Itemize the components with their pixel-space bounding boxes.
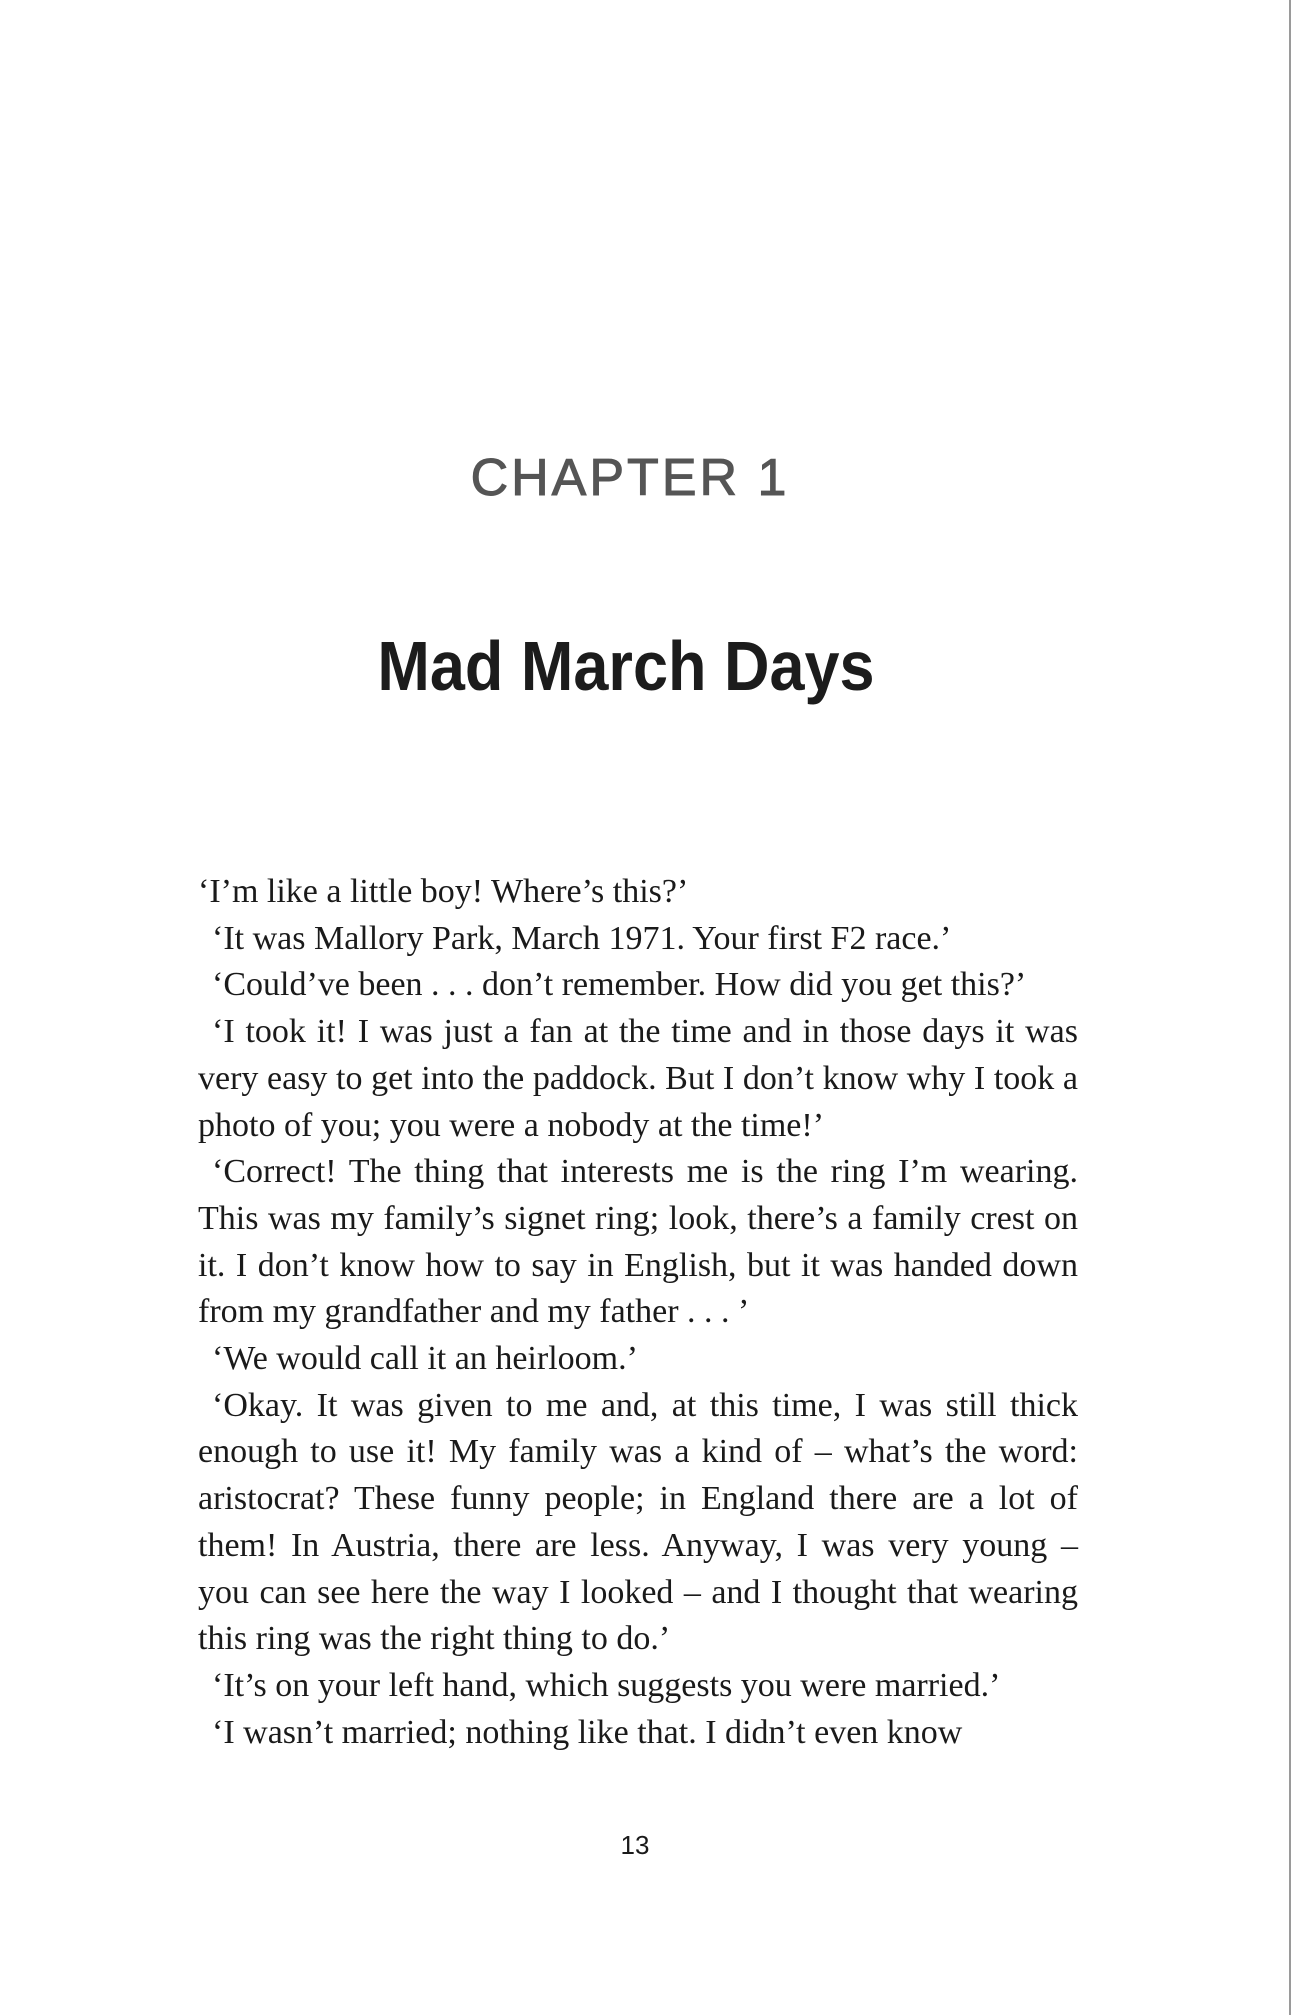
chapter-body [198, 869, 1078, 1756]
paragraph: ‘Okay. It was given to me and, at this time, I was still thick enough to use it! My family was a kind of – what’s the word: aristocrat? These funny people; in England there are a lot of them! In Austria, there are less. Anyway, I was very young – you can see here the way I looked – and I thought that wearing this ring was the right thing to do.’ [198, 1386, 1078, 1658]
chapter-title: Mad March Days [377, 627, 875, 705]
paragraph: ‘Could’ve been . . . don’t remember. How did you get this?’ [212, 966, 1027, 1004]
paragraph: ‘I wasn’t married; nothing like that. I didn’t even know [212, 1713, 963, 1751]
paragraph: ‘I took it! I was just a fan at the time and in those days it was very easy to get into the paddock. But I don’t know why I took a photo of you; you were a nobody at the time!’ [198, 1013, 1078, 1144]
paragraph: ‘It was Mallory Park, March 1971. Your first F2 race.’ [212, 919, 952, 957]
page-number: 13 [620, 1830, 650, 1860]
paragraph: ‘I’m like a little boy! Where’s this?’ [198, 873, 689, 910]
page-edge [1289, 0, 1291, 2015]
paragraph: ‘It’s on your left hand, which suggests you were married.’ [212, 1666, 1001, 1704]
chapter-label: CHAPTER 1 [470, 449, 790, 507]
paragraph: ‘Correct! The thing that interests me is the ring I’m wearing. This was my family’s signet ring; look, there’s a family crest on it. I don’t know how to say in English, but it was handed down from my grandfather and my father . . . ’ [198, 1153, 1078, 1331]
paragraph: ‘We would call it an heirloom.’ [212, 1340, 638, 1378]
